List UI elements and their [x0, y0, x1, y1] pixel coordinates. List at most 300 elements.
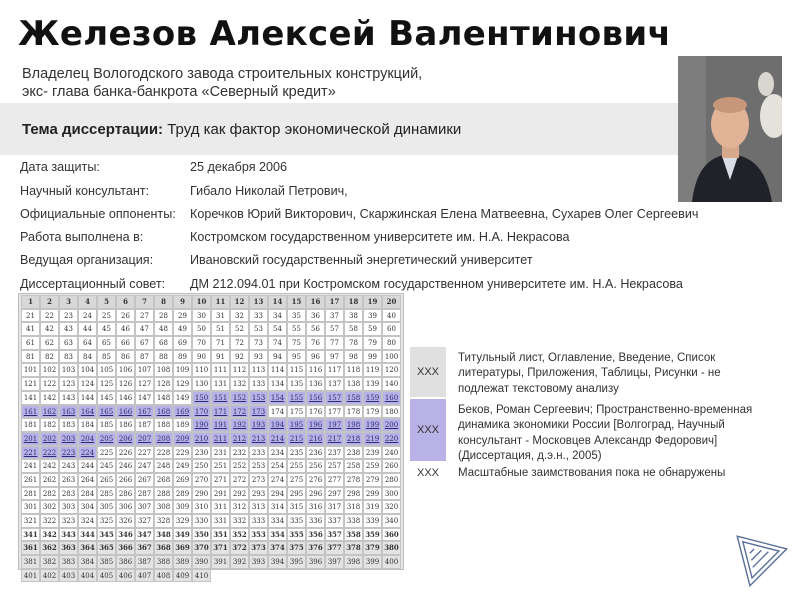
page-cell: 408	[154, 569, 173, 583]
page-cell: 336	[306, 514, 325, 528]
info-label: Диссертационный совет:	[20, 277, 166, 291]
page-cell: 346	[116, 528, 135, 542]
page-cell: 246	[116, 459, 135, 473]
page-cell: 15	[287, 295, 306, 309]
page-cell: 91	[211, 350, 230, 364]
page-cell: 233	[249, 446, 268, 460]
page-cell: 192	[230, 418, 249, 432]
page-cell: 117	[325, 363, 344, 377]
page-cell: 368	[154, 541, 173, 555]
page-title: Железов Алексей Валентинович	[18, 14, 672, 54]
page-cell: 272	[230, 473, 249, 487]
page-cell: 130	[192, 377, 211, 391]
page-cell: 365	[97, 541, 116, 555]
page-cell: 300	[382, 487, 401, 501]
legend-item-clean	[410, 463, 780, 483]
page-cell: 286	[116, 487, 135, 501]
page-cell: 374	[268, 541, 287, 555]
page-cell: 263	[59, 473, 78, 487]
page-cell: 380	[382, 541, 401, 555]
page-cell: 22	[40, 309, 59, 323]
page-cell: 298	[344, 487, 363, 501]
page-cell: 105	[97, 363, 116, 377]
page-cell: 266	[116, 473, 135, 487]
page-cell: 142	[40, 391, 59, 405]
page-cell: 154	[268, 391, 287, 405]
page-cell: 177	[325, 405, 344, 419]
page-cell: 217	[325, 432, 344, 446]
page-cell: 398	[344, 555, 363, 569]
page-cell: 250	[192, 459, 211, 473]
page-cell: 270	[192, 473, 211, 487]
page-cell: 199	[363, 418, 382, 432]
page-cell: 218	[344, 432, 363, 446]
page-cell: 49	[173, 322, 192, 336]
page-cell: 220	[382, 432, 401, 446]
page-cell: 330	[192, 514, 211, 528]
page-cell: 97	[325, 350, 344, 364]
info-value: Ивановский государственный энергетический университет	[190, 253, 533, 267]
page-cell: 61	[21, 336, 40, 350]
page-cell: 17	[325, 295, 344, 309]
page-cell: 344	[78, 528, 97, 542]
page-cell: 231	[211, 446, 230, 460]
page-cell: 359	[363, 528, 382, 542]
page-cell: 299	[363, 487, 382, 501]
page-cell: 385	[97, 555, 116, 569]
page-cell: 14	[268, 295, 287, 309]
page-cell: 242	[40, 459, 59, 473]
legend-item-excluded	[410, 347, 780, 397]
page-cell: 69	[173, 336, 192, 350]
page-cell: 1	[21, 295, 40, 309]
page-cell: 100	[382, 350, 401, 364]
info-value: Гибало Николай Петрович,	[190, 184, 348, 198]
page-cell: 183	[59, 418, 78, 432]
page-cell: 151	[211, 391, 230, 405]
page-cell: 182	[40, 418, 59, 432]
page-cell: 162	[40, 405, 59, 419]
page-cell: 164	[78, 405, 97, 419]
page-cell: 224	[78, 446, 97, 460]
page-cell: 84	[78, 350, 97, 364]
page-cell: 235	[287, 446, 306, 460]
page-cell: 265	[97, 473, 116, 487]
page-cell: 320	[382, 500, 401, 514]
page-cell: 269	[173, 473, 192, 487]
page-cell: 96	[306, 350, 325, 364]
page-cell: 303	[59, 500, 78, 514]
page-cell: 308	[154, 500, 173, 514]
page-cell: 212	[230, 432, 249, 446]
page-cell: 253	[249, 459, 268, 473]
subtitle-line-2: экс- глава банка-банкрота «Северный кредит»	[22, 84, 336, 100]
page-cell: 157	[325, 391, 344, 405]
page-cell: 225	[97, 446, 116, 460]
page-cell: 335	[287, 514, 306, 528]
page-cell: 245	[97, 459, 116, 473]
page-cell: 75	[287, 336, 306, 350]
page-cell: 210	[192, 432, 211, 446]
page-cell: 276	[306, 473, 325, 487]
page-cell: 149	[173, 391, 192, 405]
page-cell: 72	[230, 336, 249, 350]
page-cell: 41	[21, 322, 40, 336]
page-cell: 64	[78, 336, 97, 350]
legend-text: Масштабные заимствования пока не обнаружены	[458, 467, 726, 479]
page-cell: 121	[21, 377, 40, 391]
page-cell: 357	[325, 528, 344, 542]
page-cell: 326	[116, 514, 135, 528]
page-cell: 116	[306, 363, 325, 377]
page-cell: 135	[287, 377, 306, 391]
page-cell: 60	[382, 322, 401, 336]
page-cell: 403	[59, 569, 78, 583]
page-cell: 205	[97, 432, 116, 446]
page-cell: 166	[116, 405, 135, 419]
page-cell: 58	[344, 322, 363, 336]
page-cell: 341	[21, 528, 40, 542]
page-cell: 257	[325, 459, 344, 473]
subtitle	[22, 65, 422, 101]
page-cell: 86	[116, 350, 135, 364]
page-cell: 102	[40, 363, 59, 377]
page-cell: 81	[21, 350, 40, 364]
page-cell: 179	[363, 405, 382, 419]
page-cell: 343	[59, 528, 78, 542]
page-cell: 107	[135, 363, 154, 377]
page-cell: 25	[97, 309, 116, 323]
page-cell: 2	[40, 295, 59, 309]
page-cell: 203	[59, 432, 78, 446]
page-cell: 122	[40, 377, 59, 391]
page-cell: 23	[59, 309, 78, 323]
page-cell: 185	[97, 418, 116, 432]
legend-text: Титульный лист, Оглавление, Введение, Список литературы, Приложения, Таблицы, Рисунки - не подлежат текстовому анализу	[458, 352, 721, 395]
page-cell: 187	[135, 418, 154, 432]
page-cell: 47	[135, 322, 154, 336]
page-cell: 32	[230, 309, 249, 323]
page-cell: 85	[97, 350, 116, 364]
page-cell: 112	[230, 363, 249, 377]
page-cell: 322	[40, 514, 59, 528]
page-cell: 76	[306, 336, 325, 350]
page-cell: 277	[325, 473, 344, 487]
page-cell: 381	[21, 555, 40, 569]
page-cell: 193	[249, 418, 268, 432]
page-cell: 94	[268, 350, 287, 364]
page-cell: 178	[344, 405, 363, 419]
page-cell: 207	[135, 432, 154, 446]
page-cell: 39	[363, 309, 382, 323]
page-cell: 18	[344, 295, 363, 309]
page-cell: 108	[154, 363, 173, 377]
page-cell: 390	[192, 555, 211, 569]
page-cell: 95	[287, 350, 306, 364]
page-cell: 38	[344, 309, 363, 323]
page-cell: 251	[211, 459, 230, 473]
page-cell: 314	[268, 500, 287, 514]
page-cell: 367	[135, 541, 154, 555]
page-cell: 394	[268, 555, 287, 569]
page-cell: 352	[230, 528, 249, 542]
page-cell: 68	[154, 336, 173, 350]
page-cell: 28	[154, 309, 173, 323]
page-cell: 345	[97, 528, 116, 542]
page-cell: 174	[268, 405, 287, 419]
page-cell: 339	[363, 514, 382, 528]
page-cell: 388	[154, 555, 173, 569]
page-cell: 206	[116, 432, 135, 446]
page-cell: 409	[173, 569, 192, 583]
page-cell: 311	[211, 500, 230, 514]
page-cell: 252	[230, 459, 249, 473]
info-label: Дата защиты:	[20, 160, 100, 174]
page-cell: 180	[382, 405, 401, 419]
page-cell: 375	[287, 541, 306, 555]
page-cell: 397	[325, 555, 344, 569]
page-cell: 295	[287, 487, 306, 501]
page-cell: 13	[249, 295, 268, 309]
page-cell: 262	[40, 473, 59, 487]
page-cell: 189	[173, 418, 192, 432]
info-value: Коречков Юрий Викторович, Скаржинская Елена Матвеевна, Сухарев Олег Сергеевич	[190, 207, 699, 221]
page-cell: 35	[287, 309, 306, 323]
page-cell: 170	[192, 405, 211, 419]
page-cell: 333	[249, 514, 268, 528]
page-cell: 171	[211, 405, 230, 419]
page-cell: 165	[97, 405, 116, 419]
page-cell: 12	[230, 295, 249, 309]
page-cell: 77	[325, 336, 344, 350]
info-label: Ведущая организация:	[20, 253, 154, 267]
page-cell: 256	[306, 459, 325, 473]
page-cell: 372	[230, 541, 249, 555]
page-cell: 306	[116, 500, 135, 514]
page-cell: 237	[325, 446, 344, 460]
legend-swatch: XXX	[410, 347, 446, 397]
page-cell: 113	[249, 363, 268, 377]
page-cell: 232	[230, 446, 249, 460]
page-cell: 198	[344, 418, 363, 432]
page-cell: 31	[211, 309, 230, 323]
page-cell: 132	[230, 377, 249, 391]
page-cell: 363	[59, 541, 78, 555]
page-cell: 248	[154, 459, 173, 473]
page-cell: 353	[249, 528, 268, 542]
page-cell: 202	[40, 432, 59, 446]
page-cell: 373	[249, 541, 268, 555]
page-cell: 229	[173, 446, 192, 460]
page-cell: 371	[211, 541, 230, 555]
page-cell: 153	[249, 391, 268, 405]
info-label: Научный консультант:	[20, 184, 150, 198]
page-cell: 19	[363, 295, 382, 309]
legend-swatch: XXX	[410, 399, 446, 461]
page-cell: 29	[173, 309, 192, 323]
page-cell: 155	[287, 391, 306, 405]
page-cell: 46	[116, 322, 135, 336]
page-cell: 66	[116, 336, 135, 350]
page-cell: 323	[59, 514, 78, 528]
page-cell: 317	[325, 500, 344, 514]
page-cell: 6	[116, 295, 135, 309]
page-cell: 305	[97, 500, 116, 514]
page-cell: 319	[363, 500, 382, 514]
page-cell: 104	[78, 363, 97, 377]
page-cell: 197	[325, 418, 344, 432]
page-cell: 327	[135, 514, 154, 528]
info-label: Работа выполнена в:	[20, 230, 144, 244]
page-cell: 325	[97, 514, 116, 528]
page-cell: 249	[173, 459, 192, 473]
page-cell: 161	[21, 405, 40, 419]
page-cell: 201	[21, 432, 40, 446]
page-cell: 63	[59, 336, 78, 350]
page-cell: 226	[116, 446, 135, 460]
page-cell: 126	[116, 377, 135, 391]
page-cell: 172	[230, 405, 249, 419]
page-cell: 134	[268, 377, 287, 391]
page-cell: 313	[249, 500, 268, 514]
page-cell: 296	[306, 487, 325, 501]
page-cell: 181	[21, 418, 40, 432]
page-cell: 82	[40, 350, 59, 364]
page-cell: 195	[287, 418, 306, 432]
page-cell: 80	[382, 336, 401, 350]
page-cell: 291	[211, 487, 230, 501]
page-cell: 213	[249, 432, 268, 446]
page-cell: 399	[363, 555, 382, 569]
page-cell: 160	[382, 391, 401, 405]
page-cell: 48	[154, 322, 173, 336]
page-cell: 45	[97, 322, 116, 336]
page-cell: 204	[78, 432, 97, 446]
page-cell: 216	[306, 432, 325, 446]
dissernet-stamp-icon	[726, 525, 788, 587]
page-cell: 53	[249, 322, 268, 336]
page-cell: 196	[306, 418, 325, 432]
page-cell: 211	[211, 432, 230, 446]
page-cell: 393	[249, 555, 268, 569]
page-cell: 88	[154, 350, 173, 364]
page-cell: 362	[40, 541, 59, 555]
page-cell: 392	[230, 555, 249, 569]
page-cell: 133	[249, 377, 268, 391]
page-cell: 137	[325, 377, 344, 391]
page-cell: 59	[363, 322, 382, 336]
page-cell: 152	[230, 391, 249, 405]
page-cell: 358	[344, 528, 363, 542]
page-cell: 101	[21, 363, 40, 377]
page-cell: 347	[135, 528, 154, 542]
page-cell: 351	[211, 528, 230, 542]
page-cell: 119	[363, 363, 382, 377]
page-grid	[18, 293, 404, 580]
page-cell: 369	[173, 541, 192, 555]
page-cell: 268	[154, 473, 173, 487]
page-cell: 83	[59, 350, 78, 364]
page-cell: 175	[287, 405, 306, 419]
page-cell: 67	[135, 336, 154, 350]
page-cell: 54	[268, 322, 287, 336]
page-cell: 9	[173, 295, 192, 309]
page-cell: 143	[59, 391, 78, 405]
page-cell: 136	[306, 377, 325, 391]
page-cell: 123	[59, 377, 78, 391]
page-cell: 267	[135, 473, 154, 487]
page-cell: 356	[306, 528, 325, 542]
page-cell: 391	[211, 555, 230, 569]
page-cell: 131	[211, 377, 230, 391]
page-cell: 79	[363, 336, 382, 350]
page-cell: 384	[78, 555, 97, 569]
page-cell: 141	[21, 391, 40, 405]
page-cell: 150	[192, 391, 211, 405]
page-cell: 282	[40, 487, 59, 501]
page-cell: 148	[154, 391, 173, 405]
page-cell: 289	[173, 487, 192, 501]
page-cell: 316	[306, 500, 325, 514]
page-cell: 156	[306, 391, 325, 405]
page-cell: 62	[40, 336, 59, 350]
page-cell: 361	[21, 541, 40, 555]
page-cell: 342	[40, 528, 59, 542]
page-cell: 294	[268, 487, 287, 501]
page-cell: 37	[325, 309, 344, 323]
page-cell: 34	[268, 309, 287, 323]
page-cell: 360	[382, 528, 401, 542]
stamp-graphic	[726, 525, 788, 587]
page-cell: 355	[287, 528, 306, 542]
page-cell: 328	[154, 514, 173, 528]
page-cell: 5	[97, 295, 116, 309]
page-cell: 377	[325, 541, 344, 555]
page-cell: 264	[78, 473, 97, 487]
legend-item-source	[410, 399, 780, 461]
page-cell: 275	[287, 473, 306, 487]
page-cell: 92	[230, 350, 249, 364]
page-cell: 255	[287, 459, 306, 473]
page-cell: 36	[306, 309, 325, 323]
page-cell: 410	[192, 569, 211, 583]
page-cell: 304	[78, 500, 97, 514]
page-cell: 16	[306, 295, 325, 309]
page-cell: 124	[78, 377, 97, 391]
page-cell: 292	[230, 487, 249, 501]
page-cell: 87	[135, 350, 154, 364]
page-cell: 378	[344, 541, 363, 555]
page-cell: 293	[249, 487, 268, 501]
page-cell: 329	[173, 514, 192, 528]
page-cell: 223	[59, 446, 78, 460]
page-cell: 26	[116, 309, 135, 323]
page-cell: 51	[211, 322, 230, 336]
page-cell: 93	[249, 350, 268, 364]
page-cell: 159	[363, 391, 382, 405]
page-cell: 405	[97, 569, 116, 583]
page-cell: 7	[135, 295, 154, 309]
page-cell: 261	[21, 473, 40, 487]
page-cell: 140	[382, 377, 401, 391]
page-cell: 283	[59, 487, 78, 501]
page-cell: 70	[192, 336, 211, 350]
page-cell: 228	[154, 446, 173, 460]
page-cell: 382	[40, 555, 59, 569]
page-cell: 254	[268, 459, 287, 473]
page-cell: 191	[211, 418, 230, 432]
page-cell: 395	[287, 555, 306, 569]
